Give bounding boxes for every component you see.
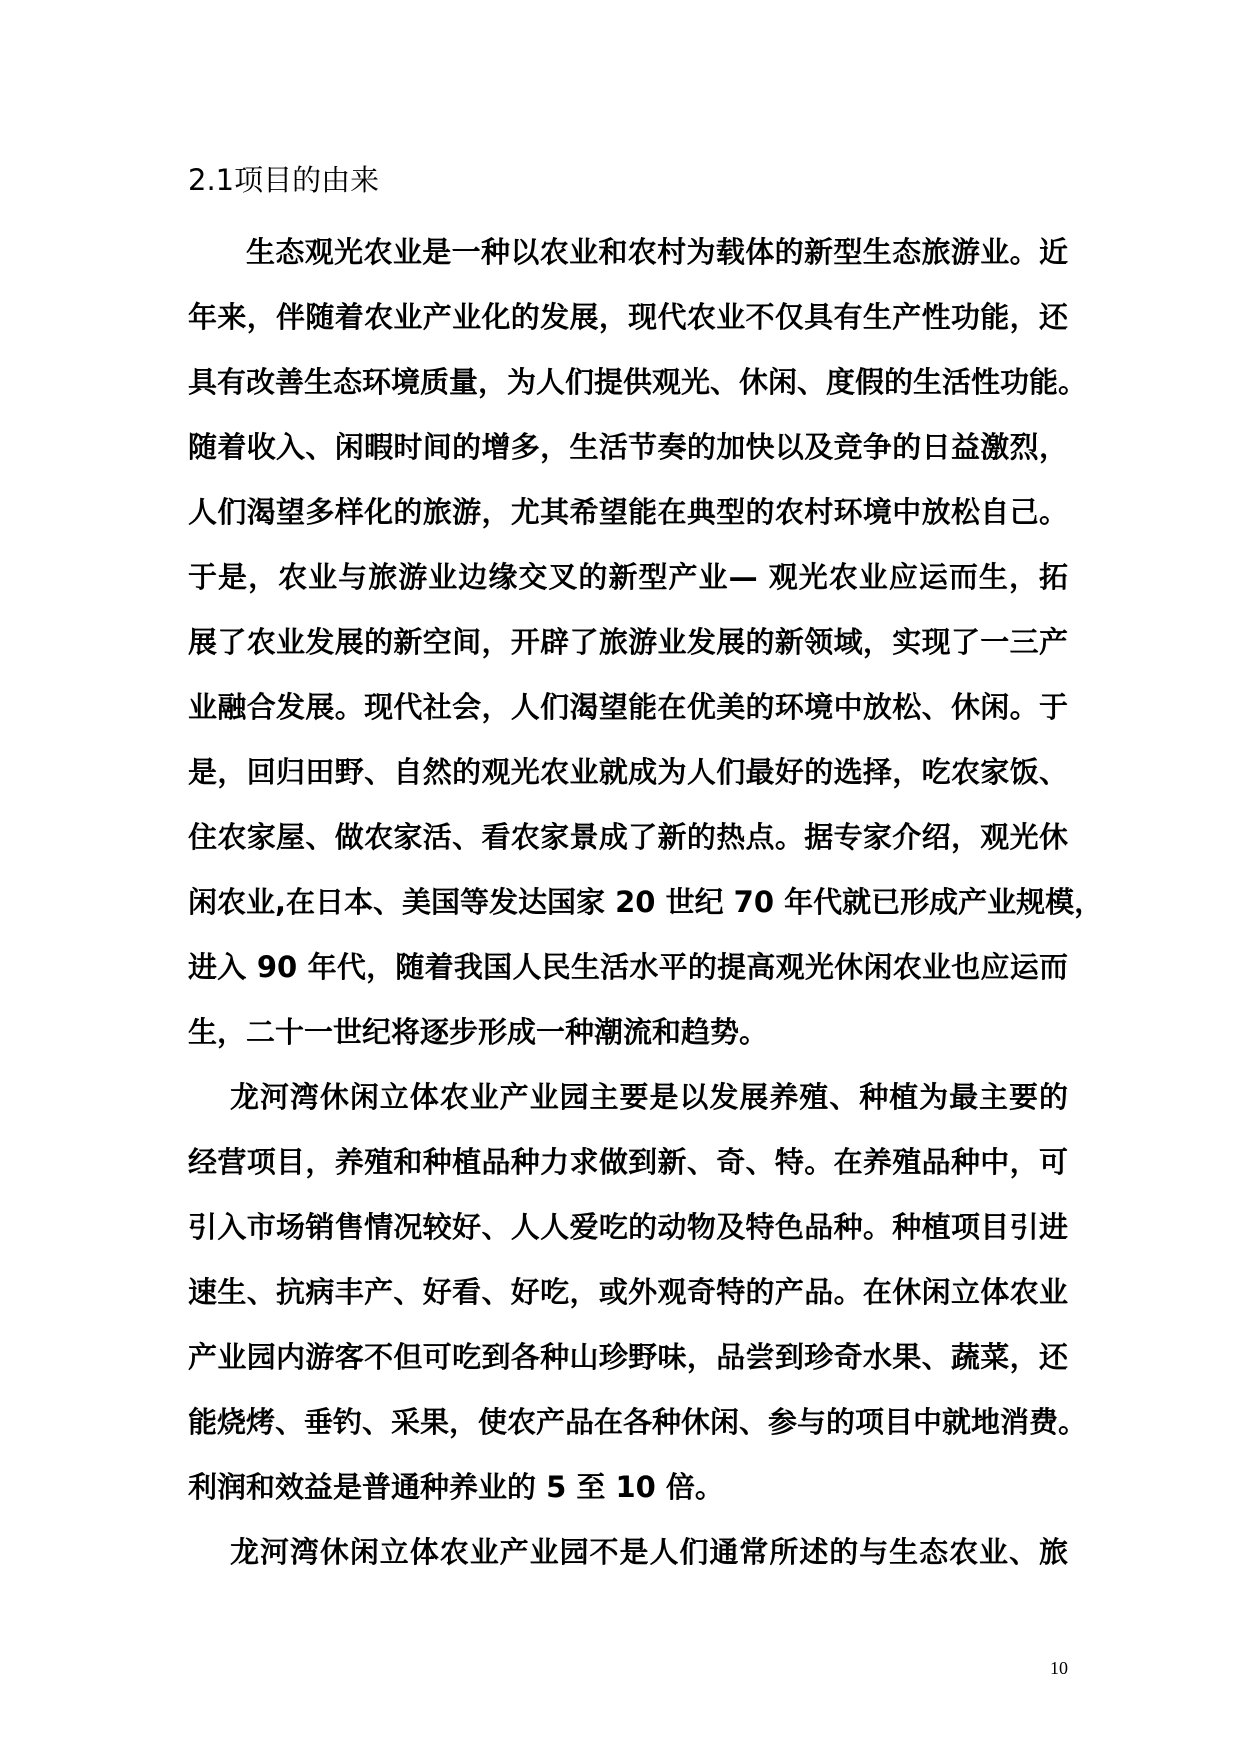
text-line: 于是，农业与旅游业边缘交叉的新型产业— 观光农业应运而生，拓 (188, 560, 1068, 594)
text-line: 具有改善生态环境质量，为人们提供观光、休闲、度假的生活性功能。 (188, 365, 1088, 399)
text-line: 龙河湾休闲立体农业产业园不是人们通常所述的与生态农业、旅 (230, 1535, 1068, 1569)
section-heading: 2.1项目的由来 (188, 163, 380, 197)
paragraph-3 (188, 1520, 1068, 1585)
text-line: 经营项目，养殖和种植品种力求做到新、奇、特。在养殖品种中，可 (188, 1145, 1068, 1179)
text-line: 能烧烤、垂钓、采果，使农产品在各种休闲、参与的项目中就地消费。 (188, 1405, 1088, 1439)
text-line: 年来，伴随着农业产业化的发展，现代农业不仅具有生产性功能，还 (188, 300, 1068, 334)
text-line: 住农家屋、做农家活、看农家景成了新的热点。据专家介绍，观光休 (188, 820, 1068, 854)
text-line: 产业园内游客不但可吃到各种山珍野味，品尝到珍奇水果、蔬菜，还 (188, 1340, 1068, 1374)
text-line: 闲农业,在日本、美国等发达国家 20 世纪 70 年代就已形成产业规模， (188, 885, 1104, 919)
text-line: 利润和效益是普通种养业的 5 至 10 倍。 (188, 1470, 724, 1504)
page-number: 10 (1050, 1658, 1068, 1678)
text-line: 随着收入、闲暇时间的增多，生活节奏的加快以及竞争的日益激烈， (188, 430, 1068, 464)
text-line: 进入 90 年代，随着我国人民生活水平的提高观光休闲农业也应运而 (188, 950, 1068, 984)
paragraph-1 (188, 220, 1104, 1065)
text-line: 生，二十一世纪将逐步形成一种潮流和趋势。 (188, 1015, 769, 1049)
text-line: 展了农业发展的新空间，开辟了旅游业发展的新领域，实现了一三产 (188, 625, 1068, 659)
text-line: 速生、抗病丰产、好看、好吃，或外观奇特的产品。在休闲立体农业 (188, 1275, 1068, 1309)
text-line: 龙河湾休闲立体农业产业园主要是以发展养殖、种植为最主要的 (230, 1080, 1068, 1114)
text-line: 人们渴望多样化的旅游，尤其希望能在典型的农村环境中放松自己。 (188, 495, 1068, 529)
text-line: 生态观光农业是一种以农业和农村为载体的新型生态旅游业。近 (246, 235, 1068, 269)
text-line: 业融合发展。现代社会，人们渴望能在优美的环境中放松、休闲。于 (188, 690, 1068, 724)
text-line: 引入市场销售情况较好、人人爱吃的动物及特色品种。种植项目引进 (188, 1210, 1068, 1244)
body-text (188, 220, 1104, 1585)
text-line: 是，回归田野、自然的观光农业就成为人们最好的选择，吃农家饭、 (188, 755, 1068, 789)
paragraph-2 (188, 1065, 1088, 1520)
